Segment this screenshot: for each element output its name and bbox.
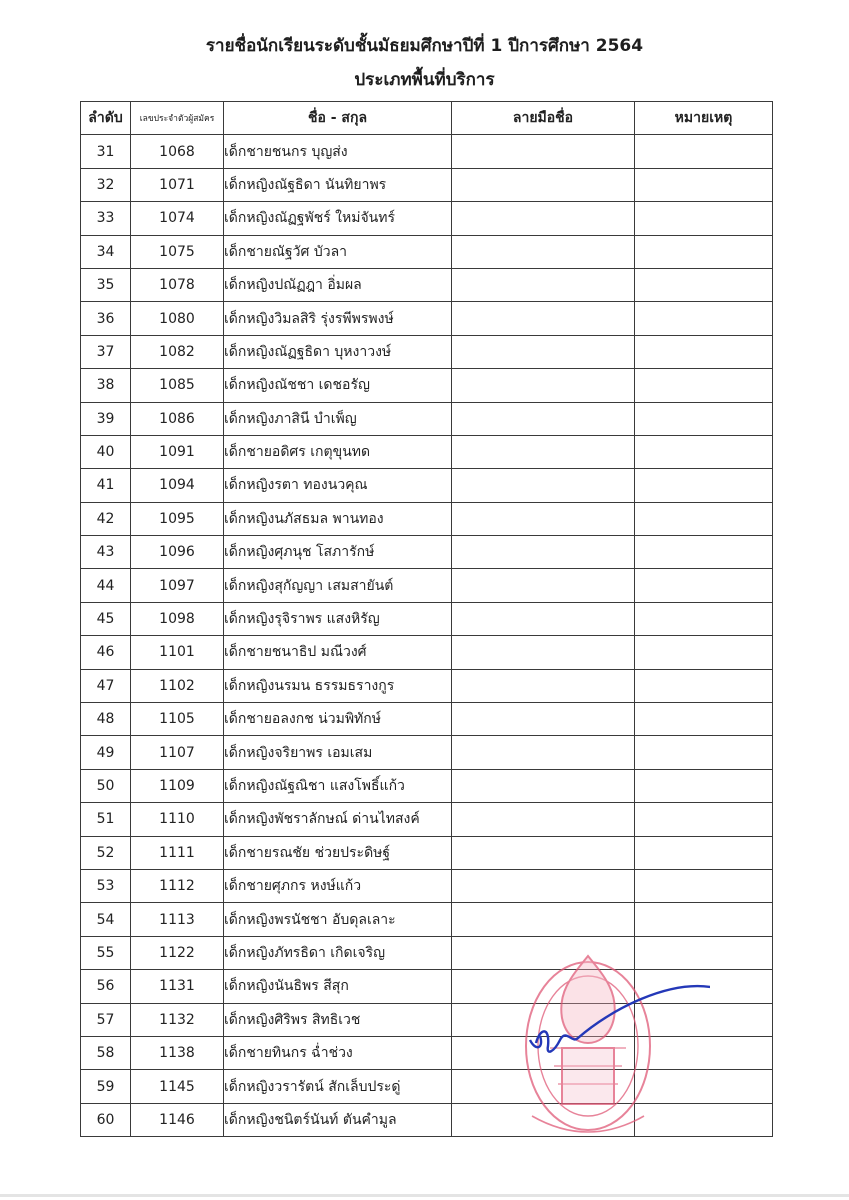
row-student-name: เด็กหญิงนันธิพร สีสุก: [224, 970, 452, 1003]
row-applicant-id: 1098: [131, 602, 224, 635]
table-row: [81, 268, 773, 301]
row-student-name: เด็กหญิงสุกัญญา เสมสายันต์: [224, 569, 452, 602]
row-applicant-id: 1105: [131, 703, 224, 736]
row-order: 47: [81, 669, 131, 702]
row-signature-cell: [452, 202, 635, 235]
row-remarks-cell: [635, 335, 773, 368]
table-row: [81, 1036, 773, 1069]
table-row: [81, 369, 773, 402]
row-remarks-cell: [635, 202, 773, 235]
table-row: [81, 435, 773, 468]
row-remarks-cell: [635, 402, 773, 435]
row-signature-cell: [452, 669, 635, 702]
row-signature-cell: [452, 769, 635, 802]
row-order: 38: [81, 369, 131, 402]
page-title: รายชื่อนักเรียนระดับชั้นมัธยมศึกษาปีที่ 1 ปีการศึกษา 2564: [205, 36, 644, 56]
row-student-name: เด็กหญิงศุภนุช โสภารักษ์: [224, 536, 452, 569]
row-remarks-cell: [635, 836, 773, 869]
row-signature-cell: [452, 836, 635, 869]
table-row: [81, 903, 773, 936]
row-student-name: เด็กชายทินกร ฉ่ำช่วง: [224, 1036, 452, 1069]
row-signature-cell: [452, 869, 635, 902]
col-header-applicant-id: เลขประจำตัวผู้สมัคร: [131, 102, 224, 135]
row-applicant-id: 1113: [131, 903, 224, 936]
col-header-name: ชื่อ - สกุล: [224, 102, 452, 135]
table-row: [81, 836, 773, 869]
row-remarks-cell: [635, 569, 773, 602]
row-order: 54: [81, 903, 131, 936]
table-row: [81, 335, 773, 368]
row-order: 58: [81, 1036, 131, 1069]
row-student-name: เด็กหญิงพรนัชชา อับดุลเลาะ: [224, 903, 452, 936]
table-row: [81, 469, 773, 502]
row-student-name: เด็กหญิงพัชราลักษณ์ ด่านไทสงค์: [224, 803, 452, 836]
row-applicant-id: 1074: [131, 202, 224, 235]
row-signature-cell: [452, 569, 635, 602]
row-remarks-cell: [635, 803, 773, 836]
row-order: 56: [81, 970, 131, 1003]
row-applicant-id: 1146: [131, 1103, 224, 1136]
row-student-name: เด็กหญิงณัฏฐพัชร์ ใหม่จันทร์: [224, 202, 452, 235]
row-applicant-id: 1082: [131, 335, 224, 368]
row-order: 52: [81, 836, 131, 869]
row-applicant-id: 1085: [131, 369, 224, 402]
row-signature-cell: [452, 435, 635, 468]
row-signature-cell: [452, 268, 635, 301]
row-applicant-id: 1131: [131, 970, 224, 1003]
row-remarks-cell: [635, 903, 773, 936]
row-order: 59: [81, 1070, 131, 1103]
student-table: [80, 101, 773, 1137]
table-row: [81, 636, 773, 669]
row-order: 44: [81, 569, 131, 602]
table-row: [81, 502, 773, 535]
row-student-name: เด็กหญิงวิมลสิริ รุ่งรพีพรพงษ์: [224, 302, 452, 335]
row-student-name: เด็กหญิงศิริพร สิทธิเวช: [224, 1003, 452, 1036]
row-student-name: เด็กหญิงนภัสธมล พานทอง: [224, 502, 452, 535]
page-subtitle: ประเภทพื้นที่บริการ: [354, 70, 495, 90]
table-row: [81, 1003, 773, 1036]
col-header-order: ลำดับ: [81, 102, 131, 135]
row-signature-cell: [452, 736, 635, 769]
row-signature-cell: [452, 1036, 635, 1069]
table-row: [81, 936, 773, 969]
row-remarks-cell: [635, 469, 773, 502]
row-applicant-id: 1078: [131, 268, 224, 301]
row-applicant-id: 1111: [131, 836, 224, 869]
row-remarks-cell: [635, 1103, 773, 1136]
row-remarks-cell: [635, 970, 773, 1003]
row-order: 45: [81, 602, 131, 635]
row-signature-cell: [452, 903, 635, 936]
row-signature-cell: [452, 135, 635, 168]
row-applicant-id: 1101: [131, 636, 224, 669]
table-row: [81, 168, 773, 201]
row-signature-cell: [452, 636, 635, 669]
table-body: [81, 135, 773, 1137]
row-order: 50: [81, 769, 131, 802]
table-row: [81, 235, 773, 268]
row-remarks-cell: [635, 235, 773, 268]
row-order: 37: [81, 335, 131, 368]
row-order: 55: [81, 936, 131, 969]
row-applicant-id: 1145: [131, 1070, 224, 1103]
row-student-name: เด็กหญิงวรารัตน์ สักเล็บประดู่: [224, 1070, 452, 1103]
row-signature-cell: [452, 936, 635, 969]
row-applicant-id: 1102: [131, 669, 224, 702]
row-student-name: เด็กหญิงนรมน ธรรมธรางกูร: [224, 669, 452, 702]
row-order: 46: [81, 636, 131, 669]
table-row: [81, 769, 773, 802]
row-student-name: เด็กชายรณชัย ช่วยประดิษฐ์: [224, 836, 452, 869]
row-remarks-cell: [635, 502, 773, 535]
row-remarks-cell: [635, 636, 773, 669]
row-remarks-cell: [635, 302, 773, 335]
row-applicant-id: 1080: [131, 302, 224, 335]
row-student-name: เด็กหญิงณัฏฐธิดา บุหงาวงษ์: [224, 335, 452, 368]
row-order: 36: [81, 302, 131, 335]
row-remarks-cell: [635, 435, 773, 468]
row-student-name: เด็กชายชนาธิป มณีวงศ์: [224, 636, 452, 669]
row-signature-cell: [452, 402, 635, 435]
row-student-name: เด็กหญิงณัฐธิดา นันทิยาพร: [224, 168, 452, 201]
row-student-name: เด็กชายอดิศร เกตุขุนทด: [224, 435, 452, 468]
row-applicant-id: 1094: [131, 469, 224, 502]
row-applicant-id: 1110: [131, 803, 224, 836]
row-signature-cell: [452, 369, 635, 402]
row-signature-cell: [452, 168, 635, 201]
row-remarks-cell: [635, 268, 773, 301]
row-order: 41: [81, 469, 131, 502]
table-row: [81, 402, 773, 435]
row-remarks-cell: [635, 1036, 773, 1069]
row-student-name: เด็กหญิงชนิตร์นันท์ ตันคำมูล: [224, 1103, 452, 1136]
row-order: 33: [81, 202, 131, 235]
row-order: 49: [81, 736, 131, 769]
row-signature-cell: [452, 602, 635, 635]
page-edge: [0, 1194, 849, 1197]
table-row: [81, 202, 773, 235]
row-order: 51: [81, 803, 131, 836]
row-remarks-cell: [635, 536, 773, 569]
table-row: [81, 1070, 773, 1103]
table-row: [81, 970, 773, 1003]
row-remarks-cell: [635, 369, 773, 402]
row-signature-cell: [452, 1003, 635, 1036]
row-applicant-id: 1109: [131, 769, 224, 802]
row-signature-cell: [452, 335, 635, 368]
row-signature-cell: [452, 803, 635, 836]
row-student-name: เด็กชายชนกร บุญส่ง: [224, 135, 452, 168]
row-remarks-cell: [635, 602, 773, 635]
row-signature-cell: [452, 970, 635, 1003]
table-row: [81, 536, 773, 569]
row-student-name: เด็กหญิงรุจิราพร แสงหิรัญ: [224, 602, 452, 635]
row-order: 31: [81, 135, 131, 168]
table-row: [81, 869, 773, 902]
row-student-name: เด็กหญิงจริยาพร เอมเสม: [224, 736, 452, 769]
row-applicant-id: 1091: [131, 435, 224, 468]
row-order: 39: [81, 402, 131, 435]
row-order: 60: [81, 1103, 131, 1136]
table-row: [81, 703, 773, 736]
row-order: 43: [81, 536, 131, 569]
row-remarks-cell: [635, 703, 773, 736]
row-order: 34: [81, 235, 131, 268]
row-student-name: เด็กหญิงภัทรธิดา เกิดเจริญ: [224, 936, 452, 969]
row-student-name: เด็กชายณัฐวัศ บัวลา: [224, 235, 452, 268]
row-student-name: เด็กชายอลงกช น่วมพิทักษ์: [224, 703, 452, 736]
table-row: [81, 302, 773, 335]
row-student-name: เด็กหญิงณัชชา เดชอรัญ: [224, 369, 452, 402]
table-row: [81, 803, 773, 836]
row-order: 35: [81, 268, 131, 301]
row-student-name: เด็กหญิงรตา ทองนวคุณ: [224, 469, 452, 502]
row-applicant-id: 1112: [131, 869, 224, 902]
row-signature-cell: [452, 235, 635, 268]
row-applicant-id: 1107: [131, 736, 224, 769]
row-remarks-cell: [635, 669, 773, 702]
row-signature-cell: [452, 536, 635, 569]
row-applicant-id: 1095: [131, 502, 224, 535]
row-remarks-cell: [635, 135, 773, 168]
row-student-name: เด็กหญิงภาสินี บำเพ็ญ: [224, 402, 452, 435]
row-signature-cell: [452, 302, 635, 335]
row-order: 42: [81, 502, 131, 535]
row-order: 57: [81, 1003, 131, 1036]
row-remarks-cell: [635, 168, 773, 201]
row-applicant-id: 1075: [131, 235, 224, 268]
row-signature-cell: [452, 1103, 635, 1136]
col-header-signature: ลายมือชื่อ: [452, 102, 635, 135]
row-remarks-cell: [635, 769, 773, 802]
col-header-remarks: หมายเหตุ: [635, 102, 773, 135]
row-order: 53: [81, 869, 131, 902]
row-signature-cell: [452, 1070, 635, 1103]
row-remarks-cell: [635, 869, 773, 902]
table-row: [81, 736, 773, 769]
row-remarks-cell: [635, 736, 773, 769]
table-row: [81, 669, 773, 702]
row-applicant-id: 1097: [131, 569, 224, 602]
row-remarks-cell: [635, 1003, 773, 1036]
row-remarks-cell: [635, 1070, 773, 1103]
table-row: [81, 569, 773, 602]
row-student-name: เด็กชายศุภกร หงษ์แก้ว: [224, 869, 452, 902]
table-row: [81, 1103, 773, 1136]
table-header-row: [81, 102, 773, 135]
row-applicant-id: 1096: [131, 536, 224, 569]
row-applicant-id: 1132: [131, 1003, 224, 1036]
row-order: 40: [81, 435, 131, 468]
table-row: [81, 602, 773, 635]
row-student-name: เด็กหญิงณัฐณิชา แสงโพธิ์แก้ว: [224, 769, 452, 802]
row-order: 48: [81, 703, 131, 736]
row-applicant-id: 1086: [131, 402, 224, 435]
row-order: 32: [81, 168, 131, 201]
row-applicant-id: 1138: [131, 1036, 224, 1069]
row-student-name: เด็กหญิงปณัฏฎา อิ่มผล: [224, 268, 452, 301]
table-row: [81, 135, 773, 168]
row-remarks-cell: [635, 936, 773, 969]
row-applicant-id: 1071: [131, 168, 224, 201]
row-signature-cell: [452, 469, 635, 502]
row-signature-cell: [452, 502, 635, 535]
row-applicant-id: 1122: [131, 936, 224, 969]
row-applicant-id: 1068: [131, 135, 224, 168]
row-signature-cell: [452, 703, 635, 736]
